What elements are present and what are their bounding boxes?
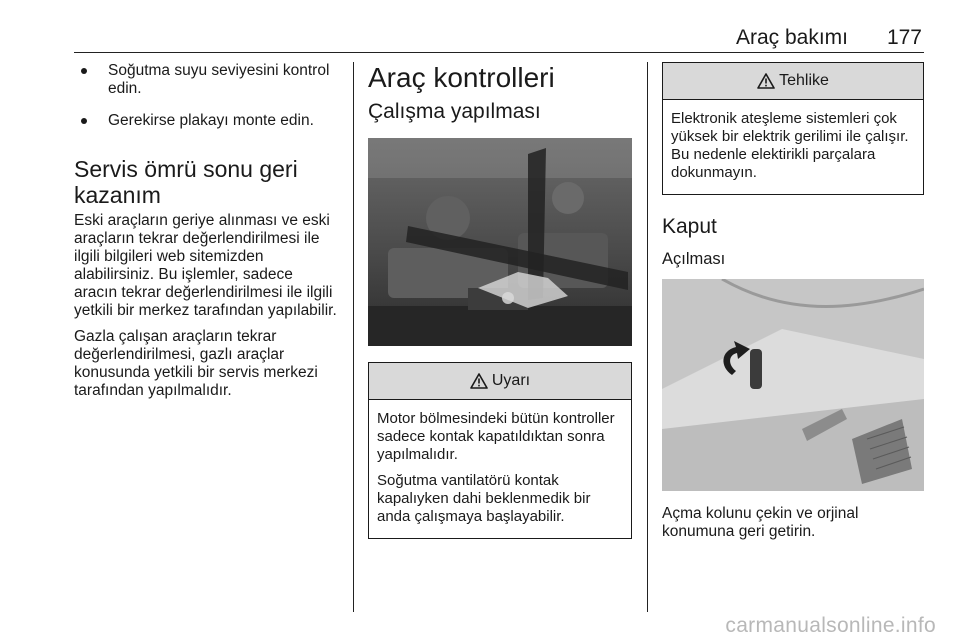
bullet-item: Soğutma suyu seviyesini kontrol edin. <box>74 62 340 98</box>
engine-bay-photo <box>368 138 632 346</box>
warning-box-body <box>369 400 631 538</box>
bullet-item: Gerekirse plakayı monte edin. <box>74 112 340 130</box>
warning-triangle-icon <box>757 73 775 89</box>
column-divider-2 <box>647 62 648 612</box>
bullet-dot-icon <box>81 68 87 74</box>
warning-box-header <box>369 363 631 400</box>
watermark: carmanualsonline.info <box>725 614 936 637</box>
column-1 <box>74 62 340 408</box>
hood-release-lever-photo <box>662 279 924 491</box>
paragraph: Gazla çalışan araçların tekrar değerlendirilmesi, gazlı araçlar konusunda yetkili bir servis merkezi tarafından yapılmalıdır. <box>74 328 318 399</box>
section-title: Araç bakımı <box>735 26 848 49</box>
warning-box <box>368 362 632 539</box>
danger-box <box>662 62 924 195</box>
subsection-title: Çalışma yapılması <box>368 100 541 123</box>
warning-paragraph: Soğutma vantilatörü kontak kapalıyken dahi beklenmedik bir anda çalışmaya başlayabilir. <box>377 472 591 525</box>
warning-triangle-icon <box>470 373 488 389</box>
subsection-heading-opening: Açılması <box>662 250 726 268</box>
page-number: 177 <box>886 26 922 49</box>
section-heading-hood: Kaput <box>662 215 717 238</box>
danger-box-body <box>663 100 923 194</box>
engine-bay-illustration <box>368 138 632 346</box>
section-heading-recycling: Servis ömrü sonu geri kazanım <box>74 156 298 208</box>
danger-paragraph: Elektronik ateşleme sistemleri çok yüksek bir elektrik gerilimi ile çalışır. Bu nedenle elektirikli parçalara dokunmayın. <box>671 110 909 181</box>
warning-label: Uyarı <box>491 372 531 389</box>
chapter-title: Araç kontrolleri <box>368 62 555 93</box>
warning-paragraph: Motor bölmesindeki bütün kontroller sadece kontak kapatıldıktan sonra yapılmalıdır. <box>377 410 615 463</box>
paragraph: Eski araçların geriye alınması ve eski araçların tekrar değerlendirilmesi ile ilgili bilgileri web sitemizden alabilirsiniz. Bu işlemler, sadece aracın tekrar değerlendirilmesi ile ilgili yetkili bir merkez tarafından yapılabilir. <box>74 212 337 319</box>
hood-caption: Açma kolunu çekin ve orjinal konumuna geri getirin. <box>662 505 859 540</box>
column-2 <box>368 62 632 539</box>
bullet-dot-icon <box>81 118 87 124</box>
column-3 <box>662 62 924 549</box>
column-divider-1 <box>353 62 354 612</box>
page-header <box>74 22 924 53</box>
danger-label: Tehlike <box>779 72 829 89</box>
danger-box-header <box>663 63 923 100</box>
hood-release-illustration <box>662 279 924 491</box>
